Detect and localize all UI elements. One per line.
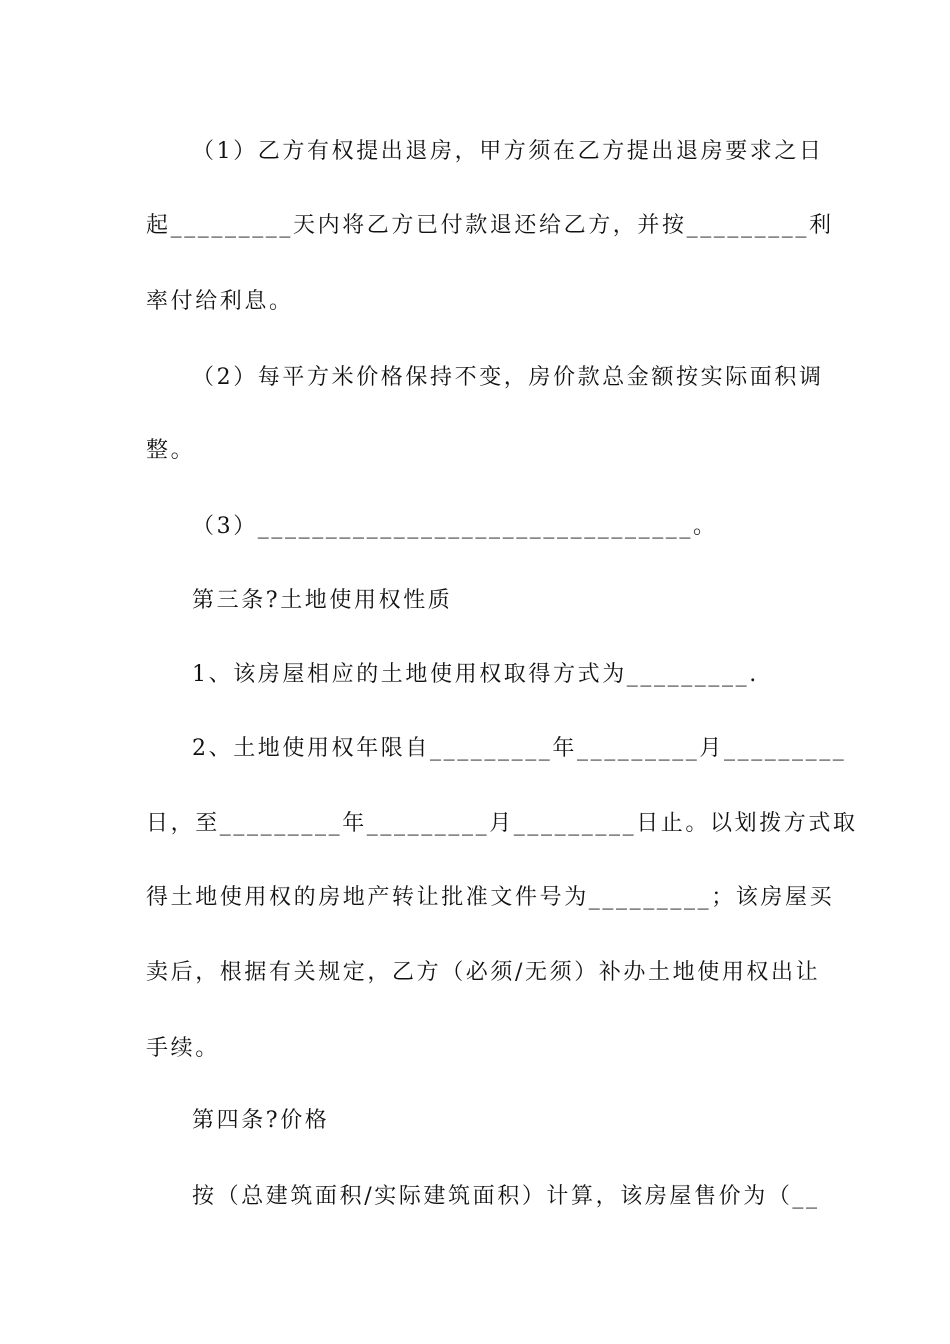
- paragraph-2-line-2: 整。: [146, 438, 196, 463]
- article-3-item-2-line-3: 得土地使用权的房地产转让批准文件号为_________；该房屋买: [146, 885, 835, 910]
- article-3-item-2-line-2: 日，至_________年_________月_________日止。以划拨方式取: [146, 811, 858, 836]
- paragraph-2-line-1: （2）每平方米价格保持不变，房价款总金额按实际面积调: [192, 365, 824, 390]
- paragraph-1-line-1: （1）乙方有权提出退房，甲方须在乙方提出退房要求之日: [192, 139, 824, 164]
- article-3-item-2-line-5: 手续。: [146, 1036, 220, 1061]
- article-3-item-1: 1、该房屋相应的土地使用权取得方式为_________.: [192, 662, 759, 687]
- paragraph-3-line-1: （3）________________________________。: [192, 514, 718, 539]
- article-3-item-2-line-1: 2、土地使用权年限自_________年_________月_________: [192, 736, 847, 761]
- article-4-line-1: 按（总建筑面积/实际建筑面积）计算，该房屋售价为（__: [192, 1184, 820, 1209]
- article-3-item-2-line-4: 卖后，根据有关规定，乙方（必须/无须）补办土地使用权出让: [146, 960, 821, 985]
- article-4-heading: 第四条?价格: [192, 1108, 330, 1133]
- article-3-heading: 第三条?土地使用权性质: [192, 588, 453, 613]
- paragraph-1-line-3: 率付给利息。: [146, 289, 294, 314]
- paragraph-1-line-2: 起_________天内将乙方已付款退还给乙方，并按_________利: [146, 213, 834, 238]
